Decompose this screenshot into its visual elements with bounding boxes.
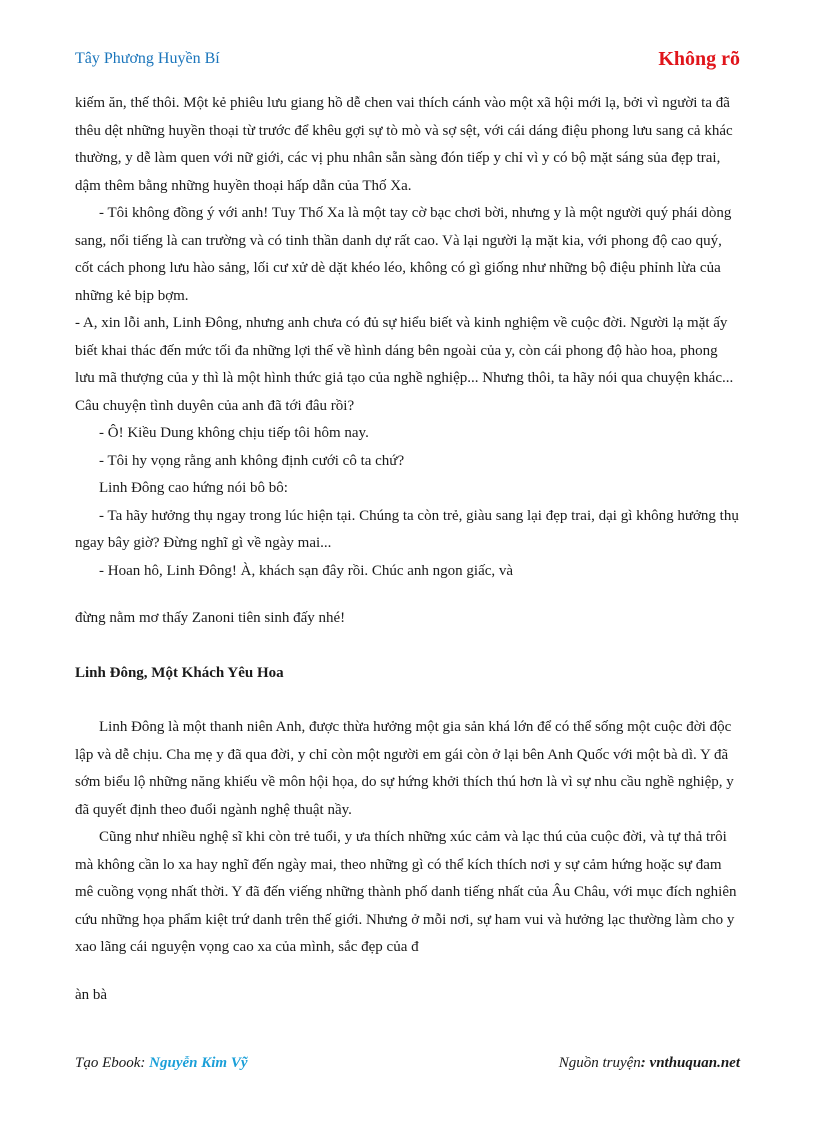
credit-label: Tạo Ebook: [75, 1055, 141, 1071]
paragraph: kiếm ăn, thế thôi. Một kẻ phiêu lưu giang hồ dễ chen vai thích cánh vào một xã hội mới lạ, bởi vì người ta đã thêu dệt những huyền thoại từ trước để khêu gợi sự tò mò và sợ sệt, với cái dáng điệu phong lưu sang cả khác thường, y dễ làm quen với nữ giới, các vị phu nhân sẵn sàng đón tiếp y chỉ vì y có bộ mặt sáng sủa đẹp trai, dậm thêm bằng những huyền thoại hấp dẫn của Thố Xa.: [75, 95, 733, 194]
book-author: Không rõ: [658, 48, 740, 70]
page-content: [75, 90, 741, 1009]
paragraph: - Tôi hy vọng rằng anh không định cưới cô ta chứ?: [99, 452, 405, 469]
paragraph: đừng nằm mơ thấy Zanoni tiên sinh đấy nhé!: [75, 610, 346, 626]
paragraph: àn bà: [75, 986, 108, 1003]
paragraph: - Ô! Kiều Dung không chịu tiếp tôi hôm nay.: [99, 425, 369, 441]
paragraph: - Ta hãy hưởng thụ ngay trong lúc hiện tại. Chúng ta còn trẻ, giàu sang lại đẹp trai, dại gì không hưởng thụ ngay bây giờ? Đừng nghĩ gì về ngày mai...: [75, 507, 739, 551]
source-label: Nguồn truyện: [558, 1055, 641, 1071]
credit-name: Nguyễn Kim Vỹ: [149, 1055, 248, 1071]
paragraph: Linh Đông là một thanh niên Anh, được thừa hưởng một gia sản khá lớn để có thể sống một cuộc đời độc lập và dễ chịu. Cha mẹ y đã qua đời, y chỉ còn một người em gái còn ở lại bên Anh Quốc với một bà dì. Y đã sớm biểu lộ những năng khiếu về môn hội họa, do sự hứng khởi thích thú hơn là vì sự nhu cầu nghề nghiệp, y đã quyết định theo đuổi ngành nghệ thuật nầy.: [75, 719, 734, 818]
ebook-credit: Tạo Ebook: Nguyễn Kim Vỹ: [75, 1055, 248, 1071]
paragraph: Linh Đông cao hứng nói bô bô:: [99, 480, 288, 496]
book-title: Tây Phương Huyền Bí: [75, 50, 220, 67]
paragraph: - Tôi không đồng ý với anh! Tuy Thố Xa là một tay cờ bạc chơi bời, nhưng y là một người quý phái dòng sang, nổi tiếng là can trường và có tinh thần danh dự rất cao. Và lại người lạ mặt kia, với phong độ cao quý, cốt cách phong lưu hào sảng, lối cư xử dè dặt khéo léo, không có gì giống như những bộ điệu phỉnh lừa của những kẻ bịp bợm.: [75, 205, 732, 304]
section-title: Linh Đông, Một Khách Yêu Hoa: [75, 664, 284, 681]
paragraph: - A, xin lỗi anh, Linh Đông, nhưng anh chưa có đủ sự hiểu biết và kinh nghiệm về cuộc đời. Người lạ mặt ấy biết khai thác đến mức tối đa những lợi thế về hình dáng bên ngoài của y, còn cái phong độ hào hoa, phong lưu mã thượng của y thì là một hình thức giả tạo của nghề nghiệp... Nhưng thôi, ta hãy nói qua chuyện khác... Câu chuyện tình duyên của anh đã tới đâu rồi?: [75, 315, 734, 414]
paragraph: Cũng như nhiều nghệ sĩ khi còn trẻ tuổi, y ưa thích những xúc cảm và lạc thú của cuộc đời, và tự thả trôi mà không cần lo xa hay nghĩ đến ngày mai, theo những gì có thể kích thích nơi y sự cảm hứng hoặc sự đam mê cuồng vọng nhất thời. Y đã đến viếng những thành phố danh tiếng nhất của Âu Châu, với mục đích nghiên cứu những họa phẩm kiệt trứ danh trên thế giới. Nhưng ở mỗi nơi, sự ham vui và hưởng lạc thường làm cho y xao lãng cái nguyện vọng cao xa của mình, sắc đẹp của đ: [75, 829, 737, 955]
source-credit: Nguồn truyện: vnthuquan.net: [558, 1055, 740, 1071]
paragraph: - Hoan hô, Linh Đông! À, khách sạn đây rồi. Chúc anh ngon giấc, và: [99, 562, 514, 579]
source-site: vnthuquan.net: [649, 1055, 740, 1071]
